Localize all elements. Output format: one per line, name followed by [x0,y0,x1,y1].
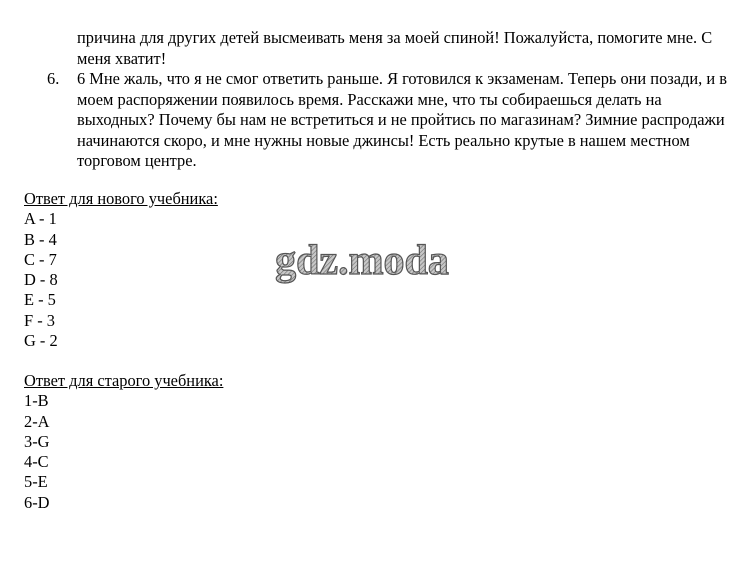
list-item-number: 6. [47,69,60,88]
answer-line: 4-C [24,452,49,472]
watermark-text: gdz.moda [275,238,449,284]
old-answers-title: Ответ для старого учебника: [24,371,224,390]
answer-line: 3-G [24,431,50,451]
answer-line: 6-D [24,492,50,512]
answer-line: 2-A [24,411,50,431]
old-textbook-answers [24,371,223,513]
new-answers-title: Ответ для нового учебника: [24,189,218,208]
new-textbook-answers [24,189,218,351]
answer-line: B - 4 [24,229,57,249]
answer-line: A - 1 [24,209,57,229]
watermark-logo [256,234,468,290]
answer-line: F - 3 [24,310,55,330]
answer-line: 1-B [24,391,49,411]
answer-line: C - 7 [24,249,57,269]
answer-line: D - 8 [24,270,58,290]
answer-line: G - 2 [24,331,58,351]
answer-line: 5-E [24,472,48,492]
list-item-text: 6 Мне жаль, что я не смог ответить раньше. Я готовился к экзаменам. Теперь они позади, и в моем распоряжении появилось время. Расскажи мне, что ты собираешься делать на выходных? Почему бы нам не встретиться и не пройтись по магазинам? Зимние распродажи начинаются скоро, и мне нужны новые джинсы! Есть реально крутые в нашем местном торговом центре. [77,69,727,170]
answer-line: E - 5 [24,290,56,310]
paragraph-continuation: причина для других детей высмеивать меня за моей спиной! Пожалуйста, помогите мне. С меня хватит! [77,28,713,68]
